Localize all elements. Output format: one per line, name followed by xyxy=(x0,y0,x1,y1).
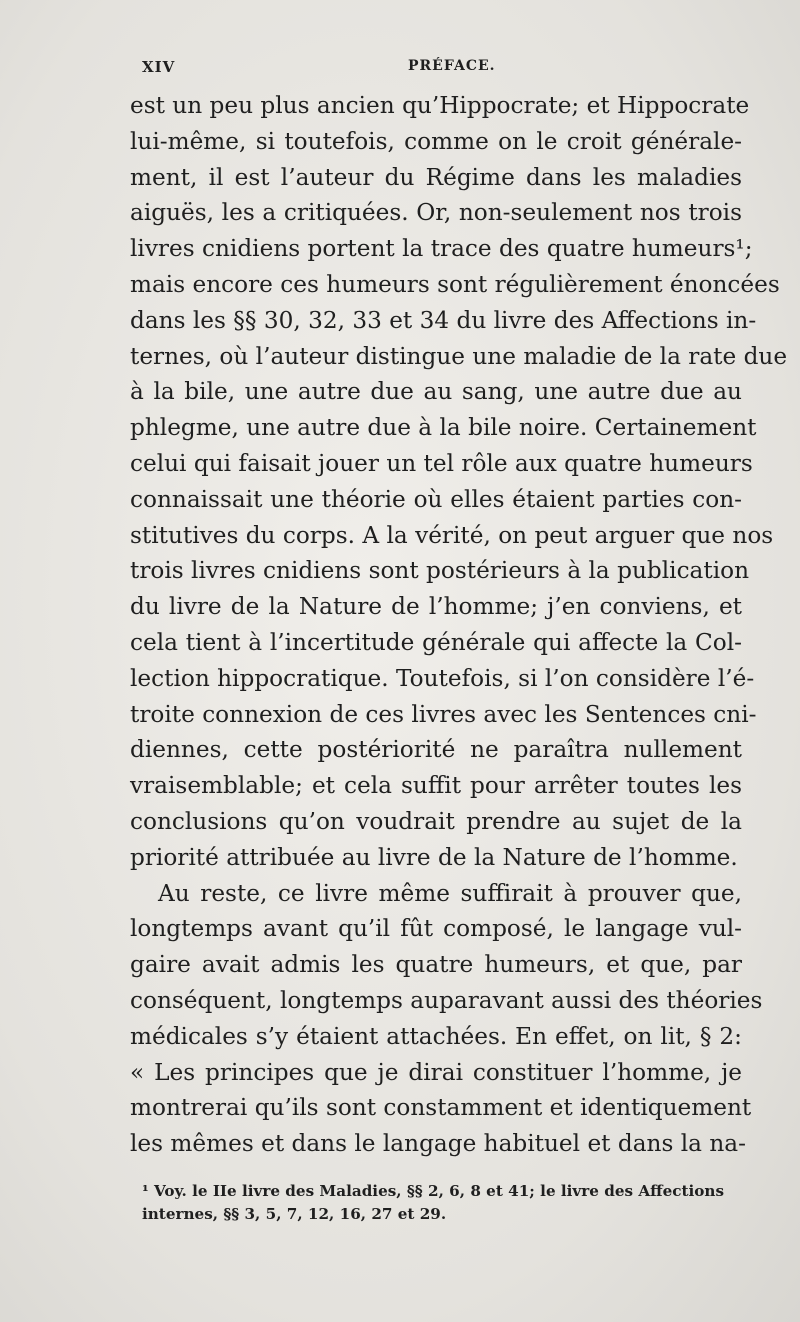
text-line: troite connexion de ces livres avec les Sentences cni- xyxy=(130,700,757,728)
text-line: diennes, cette postériorité ne paraîtra nullement xyxy=(130,736,742,764)
text-line: ment, il est l’auteur du Régime dans les maladies xyxy=(130,163,742,191)
text-line: « Les principes que je dirai constituer l’homme, je xyxy=(130,1058,742,1086)
text-line: mais encore ces humeurs sont régulièrement énoncées xyxy=(130,270,780,298)
text-line: priorité attribuée au livre de la Nature de l’homme. xyxy=(130,843,738,871)
text-line: à la bile, une autre due au sang, une autre due au xyxy=(130,378,742,406)
text-line: vraisemblable; et cela suffit pour arrêter toutes les xyxy=(130,772,742,800)
text-line: médicales s’y étaient attachées. En effet, on lit, § 2: xyxy=(130,1022,742,1050)
text-line: longtemps avant qu’il fût composé, le langage vul- xyxy=(130,915,742,943)
text-line: livres cnidiens portent la trace des quatre humeurs¹; xyxy=(130,235,753,263)
text-line: stitutives du corps. A la vérité, on peut arguer que nos xyxy=(130,521,774,549)
text-line: les mêmes et dans le langage habituel et dans la na- xyxy=(130,1130,746,1158)
text-line: lui-même, si toutefois, comme on le croit générale- xyxy=(130,127,742,155)
text-line: gaire avait admis les quatre humeurs, et que, par xyxy=(130,951,742,979)
text-line: Au reste, ce livre même suffirait à prouver que, xyxy=(158,879,742,907)
text-line: ternes, où l’auteur distingue une maladie de la rate due xyxy=(130,342,788,370)
text-line: lection hippocratique. Toutefois, si l’on considère l’é- xyxy=(130,664,755,692)
page-header xyxy=(130,58,690,84)
footnote-line: ¹ Voy. le IIe livre des Maladies, §§ 2, 6, 8 et 41; le livre des Affections xyxy=(142,1182,724,1200)
footnote-line: internes, §§ 3, 5, 7, 12, 16, 27 et 29. xyxy=(142,1205,447,1223)
text-line: conclusions qu’on voudrait prendre au sujet de la xyxy=(130,807,742,835)
text-line: trois livres cnidiens sont postérieurs à la publication xyxy=(130,557,750,585)
text-line: aiguës, les a critiquées. Or, non-seulement nos trois xyxy=(130,199,742,227)
text-line: connaissait une théorie où elles étaient parties con- xyxy=(130,485,742,513)
body-text xyxy=(130,88,788,1162)
text-line: cela tient à l’incertitude générale qui affecte la Col- xyxy=(130,628,742,656)
text-line: montrerai qu’ils sont constamment et identiquement xyxy=(130,1094,752,1122)
text-line: celui qui faisait jouer un tel rôle aux quatre humeurs xyxy=(130,449,753,477)
text-line: est un peu plus ancien qu’Hippocrate; et Hippocrate xyxy=(130,92,750,119)
text-line: phlegme, une autre due à la bile noire. Certainement xyxy=(130,414,757,442)
running-head: PRÉFACE. xyxy=(408,58,496,74)
page-number: XIV xyxy=(142,58,176,76)
footnote xyxy=(142,1180,742,1226)
text-line: dans les §§ 30, 32, 33 et 34 du livre des Affections in- xyxy=(130,306,757,334)
text-line: conséquent, longtemps auparavant aussi des théories xyxy=(130,986,763,1014)
text-line: du livre de la Nature de l’homme; j’en conviens, et xyxy=(130,593,742,621)
